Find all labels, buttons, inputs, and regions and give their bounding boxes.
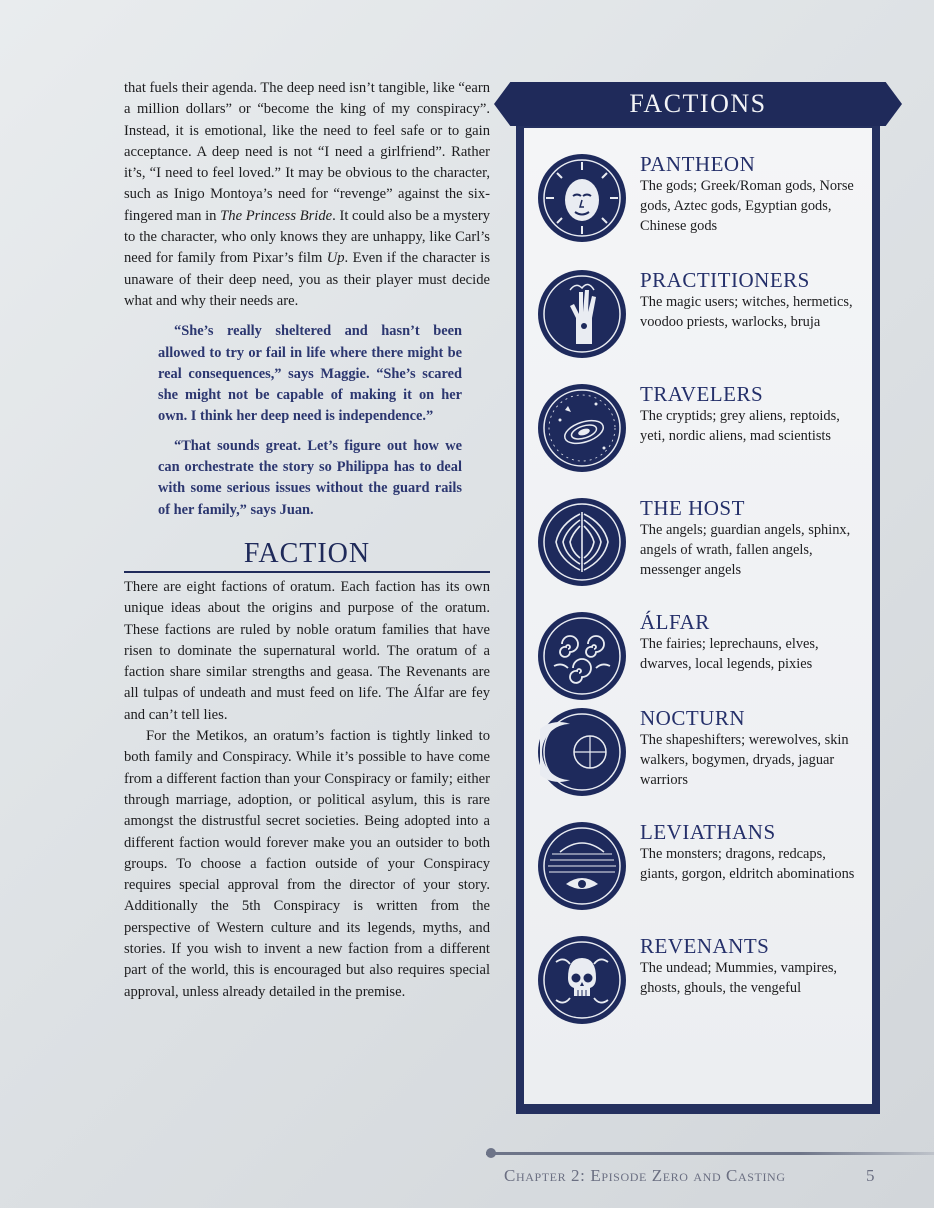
faction-description: The monsters; dragons, redcaps, giants, gorgon, eldritch abominations [640,846,855,883]
faction-leviathans [540,820,870,924]
faction-alfar [540,610,870,714]
faction-practitioners [540,268,870,372]
skull-icon [540,938,624,1022]
main-text-column [124,78,490,1003]
faction-name: TRAVELERS [640,382,764,406]
faction-name: PANTHEON [640,152,756,176]
wings-icon [540,500,624,584]
page-number: 5 [866,1166,875,1185]
faction-name: NOCTURN [640,706,746,730]
faction-description: The angels; guardian angels, sphinx, angels of wrath, fallen angels, messenger angels [640,522,851,579]
quote-maggie: “She’s really sheltered and hasn’t been allowed to try or fail in life where there might be real consequences,” says Maggie. “She’s scared she might not be capable of making it on her own. I think her deep need is independence.” [158,323,462,425]
hand-icon [540,272,624,356]
sun-face-icon [540,156,624,240]
faction-description: The undead; Mummies, vampires, ghosts, ghouls, the vengeful [640,960,838,997]
faction-description: The shapeshifters; werewolves, skin walkers, bogymen, dryads, jaguar warriors [640,732,849,789]
faction-description: The gods; Greek/Roman gods, Norse gods, Aztec gods, Egyptian gods, Chinese gods [640,178,854,235]
faction-the-host [540,496,870,600]
faction-travelers [540,382,870,486]
faction-name: PRACTITIONERS [640,268,810,292]
faction-name: THE HOST [640,496,745,520]
faction-paragraph-2: For the Metikos, an oratum’s faction is tightly linked to both family and Conspiracy. While it’s possible to have come from a different faction than your Conspiracy or family; either through marriage, adoption, or political asylum, this is rare amongst the distrustful secret societies. Being adopted into a different faction would forever make you an outsider to both groups. To choose a faction outside of your Conspiracy requires special approval from the director of your story. Additionally the 5th Conspiracy is written from the perspective of Western culture and its legends, myths, and stories. If you wish to invent a new faction from a different part of the world, this is encouraged but also requires special approval, unless already detailed in the premise. [124,728,490,1000]
film-title-princess-bride: The Princess Bride [220,207,333,224]
faction-revenants [540,934,870,1038]
faction-nocturn [540,706,870,810]
faction-paragraph-1: There are eight factions of oratum. Each faction has its own unique ideas about the origins and purpose of the oratum. These factions are ruled by noble oratum families that have risen to dominate the supernatural world. The oratum of a faction share similar strengths and geasa. The Revenants are all tulpas of undeath and must feed on life. The Álfar are fey and can’t tell lies. [124,578,490,723]
moon-icon [540,710,624,794]
quote-juan: “That sounds great. Let’s figure out how we can orchestrate the story so Philippa has to deal with some serious issues without the guard rails of her family,” says Juan. [158,437,462,518]
wall-eye-icon [540,824,624,908]
intro-paragraph: that fuels their agenda. The deep need isn’t tangible, like “earn a million dollars” or “become the king of my conspiracy”. Instead, it is emotional, like the need to feel safe or to gain acceptance. A deep need is not “I need a girlfriend”. Rather it’s, “I need to feel loved.” It may be obvious to the character, such as Inigo Montoya’s need for “revenge” against the six-fingered man in The Princess Bride. It could also be a mystery to the character, who only knows they are unhappy, like Carl’s need for family from Pixar’s film Up. Even if the character is unaware of their deep need, you as their player must decide what and why their needs are. [124,80,491,309]
faction-pantheon [540,152,870,256]
footer-rule [486,1152,934,1155]
example-quotes [158,321,462,521]
footer-rule-dot [486,1148,496,1158]
faction-name: LEVIATHANS [640,820,776,844]
faction-name: REVENANTS [640,934,770,958]
galaxy-icon [540,386,624,470]
spirals-icon [540,614,624,698]
film-title-up: Up [326,250,345,267]
faction-description: The cryptids; grey aliens, reptoids, yeti, nordic aliens, mad scientists [640,408,840,445]
faction-heading: FACTION [124,539,490,573]
faction-description: The fairies; leprechauns, elves, dwarves, local legends, pixies [640,636,819,673]
footer-chapter-title: Chapter 2: Episode Zero and Casting [504,1166,786,1185]
factions-title: FACTIONS [629,89,767,118]
faction-description: The magic users; witches, hermetics, voodoo priests, warlocks, bruja [640,294,853,331]
faction-name: ÁLFAR [640,610,710,634]
